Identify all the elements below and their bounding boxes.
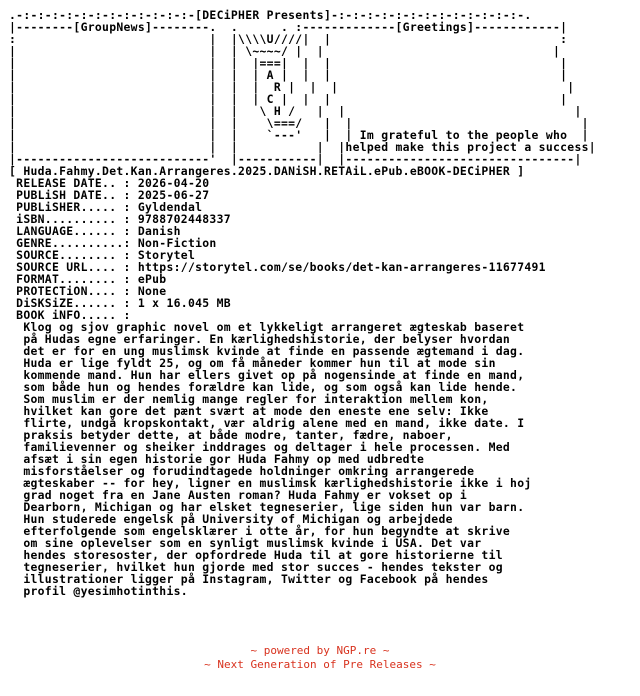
nfo-line: som både hun og hendes forældre kan lide, og som også kan lide hende.	[9, 380, 518, 394]
nfo-line: Hun studerede engelsk på University of Michigan og arbejdede	[9, 512, 453, 526]
nfo-line: | | | |===| | | |	[9, 56, 568, 70]
nfo-line: : | |\\\\U////| | :	[9, 32, 568, 46]
nfo-line: hvilket kan gore det pænt svært at mode den eneste ene selv: Ikke	[9, 404, 489, 418]
nfo-line: iSBN.......... : 9788702448337	[9, 212, 231, 226]
nfo-line: DiSKSiZE...... : 1 x 16.045 MB	[9, 296, 231, 310]
nfo-line: | | | | R | | | |	[9, 80, 575, 94]
nfo-line: | | | | C | | | |	[9, 92, 568, 106]
nfo-line: praksis betyder dette, at både modre, tanter, fædre, naboer,	[9, 428, 453, 442]
nfo-line: | | | \~~~~/ | | |	[9, 44, 561, 58]
nfo-line: misforståelser og forudindtagede holdninger omkring arrangerede	[9, 464, 475, 478]
nfo-line: PUBLiSHER..... : Gyldendal	[9, 200, 203, 214]
nfo-line: PUBLiSH DATE.. : 2025-06-27	[9, 188, 210, 202]
nfo-line: ægteskaber -- for hey, ligner en muslimsk kærlighedshistorie ikke i hoj	[9, 476, 532, 490]
nfo-line: LANGUAGE...... : Danish	[9, 224, 181, 238]
nfo-line: om sine oplevelser som en synligt muslimsk kvinde i USA. Det var	[9, 536, 482, 550]
nfo-line: .-:-:-:-:-:-:-:-:-:-:-:-:-[DECiPHER Presents]-:-:-:-:-:-:-:-:-:-:-:-:-:-.	[9, 8, 532, 22]
nfo-line: Huda er lige fyldt 25, og om få måneder kommer hun til at mode sin	[9, 356, 496, 370]
nfo-text	[9, 9, 596, 597]
nfo-line: Som muslim er der nemlig mange regler for interaktion mellem kon,	[9, 392, 489, 406]
nfo-line: [ Huda.Fahmy.Det.Kan.Arrangeres.2025.DANiSH.RETAiL.ePub.eBOOK-DECiPHER ]	[9, 164, 525, 178]
nfo-line: tegneserier, hvilket hun gjorde med stor succes - hendes tekster og	[9, 560, 503, 574]
nfo-line: | | | \ H / | | |	[9, 104, 582, 118]
nfo-line: flirte, undgå kropskontakt, vær aldrig alene med en mand, ikke date. I	[9, 416, 525, 430]
nfo-line: efterfolgende som engelsklærer i otte år, for hun begyndte at skrive	[9, 524, 511, 538]
nfo-line: grad noget fra en Jane Austen roman? Huda Fahmy er vokset op i	[9, 488, 468, 502]
nfo-line: Dearborn, Michigan og har elsket tegneserier, lige siden hun var barn.	[9, 500, 525, 514]
nfo-line: FORMAT........ : ePub	[9, 272, 167, 286]
nfo-line: |--------[GroupNews]--------. . . :-------------[Greetings]------------|	[9, 20, 568, 34]
nfo-line: PROTECTiON.... : None	[9, 284, 167, 298]
nfo-line: | | | | A | | | |	[9, 68, 568, 82]
nfo-line: afsæt i sin egen historie gor Huda Fahmy op med udbredte	[9, 452, 425, 466]
nfo-line: det er for en ung muslimsk kvinde at finde en passende ægtemand i dag.	[9, 344, 525, 358]
nfo-line: hendes storesoster, der opfordrede Huda til at gore historierne til	[9, 548, 503, 562]
nfo-line: | | | \===/ | | |	[9, 116, 589, 130]
nfo-line: |---------------------------' |-----------| |--------------------------------|	[9, 152, 582, 166]
nfo-line: | | | `---' | | Im grateful to the people who |	[9, 128, 589, 142]
nfo-line: Klog og sjov graphic novel om et lykkeligt arrangeret ægteskab baseret	[9, 320, 525, 334]
powered-by-footer: ~ powered by NGP.re ~	[250, 644, 390, 657]
nfo-line: SOURCE URL.... : https://storytel.com/se/books/det-kan-arrangeres-11677491	[9, 260, 546, 274]
nfo-line: | | | | |helped make this project a success|	[9, 140, 596, 154]
nfo-line: familievenner og sheiker inddrages og deltager i hele processen. Med	[9, 440, 511, 454]
nfo-line: SOURCE........ : Storytel	[9, 248, 196, 262]
nfo-line: profil @yesimhotinthis.	[9, 584, 188, 598]
nfo-line: på Hudas egne erfaringer. En kærlighedshistorie, der belyser hvordan	[9, 332, 511, 346]
nfo-line: RELEASE DATE.. : 2026-04-20	[9, 176, 210, 190]
nfo-line: GENRE..........: Non-Fiction	[9, 236, 217, 250]
nfo-line: BOOK iNFO..... :	[9, 308, 131, 322]
tagline-footer: ~ Next Generation of Pre Releases ~	[204, 658, 436, 671]
nfo-line: kommende mand. Hun har ellers givet op på nogensinde at finde en mand,	[9, 368, 525, 382]
nfo-line: illustrationer ligger på Instagram, Twitter og Facebook på hendes	[9, 572, 489, 586]
